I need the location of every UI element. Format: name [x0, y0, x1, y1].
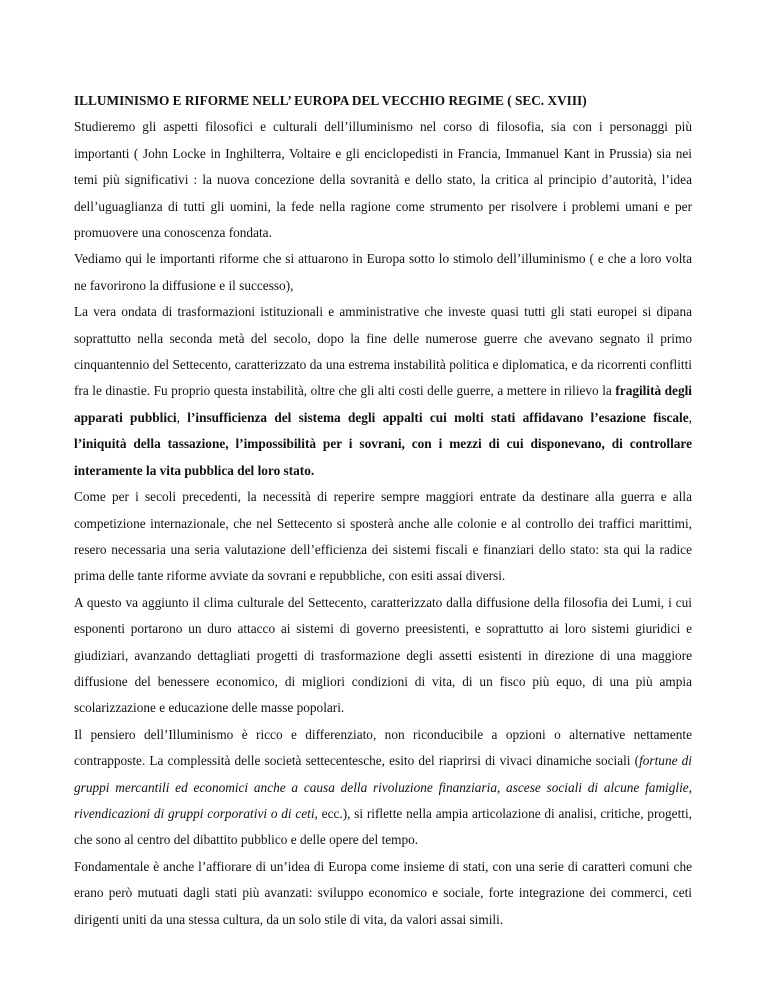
document-page [74, 88, 692, 933]
paragraph-6 [74, 722, 692, 854]
paragraph-2: Vediamo qui le importanti riforme che si attuarono in Europa sotto lo stimolo dell’illuminismo ( e che a loro volta ne favorirono la diffusione e il successo), [74, 251, 692, 293]
paragraph-7: Fondamentale è anche l’affiorare di un’idea di Europa come insieme di stati, con una serie di caratteri comuni che erano però mutuati dagli stati più avanzati: sviluppo economico e sociale, forte integrazione dei commerci, ceti dirigenti uniti da una stessa cultura, da un solo stile di vita, da valori assai simili. [74, 858, 692, 927]
paragraph-4: Come per i secoli precedenti, la necessità di reperire sempre maggiori entrate da destinare alla guerra e alla competizione internazionale, che nel Settecento si sposterà anche alle colonie e al controllo dei traffici marittimi, resero necessaria una seria valutazione dell’efficienza dei sistemi fiscali e finanziari dello stato: sta qui la radice prima delle tante riforme avviate da sovrani e repubbliche, con esiti assai diversi. [74, 489, 692, 584]
paragraph-3-bold-3: l’iniquità della tassazione, l’impossibilità per i sovrani, con i mezzi di cui disponevano, di controllare interamente la vita pubblica del loro stato. [74, 436, 692, 478]
paragraph-6-italic: fortune di gruppi mercantili ed economici anche a causa della rivoluzione finanziaria, ascese sociali di alcune famiglie, rivendicazioni di gruppi corporativi o di ceti, [74, 753, 692, 821]
paragraph-3 [74, 299, 692, 484]
document-title: ILLUMINISMO E RIFORME NELL’ EUROPA DEL VECCHIO REGIME ( SEC. XVIII) [74, 93, 587, 108]
paragraph-3-intro: La vera ondata di trasformazioni istituzionali e amministrative che investe quasi tutti gli stati europei si dipana soprattutto nella seconda metà del secolo, dopo la fine delle numerose guerre che avevano segnato il primo cinquantennio del Settecento, caratterizzato da una estrema instabilità politica e diplomatica, e da ricorrenti conflitti fra le dinastie. Fu proprio questa instabilità, oltre che gli alti costi delle guerre, a mettere in rilievo la [74, 304, 692, 399]
paragraph-3-sep-1: , [176, 409, 188, 425]
paragraph-3-bold-2: l’insufficienza del sistema degli appalti cui molti stati affidavano l’esazione fiscale [187, 409, 689, 425]
paragraph-6-outro: ecc.), si riflette nella ampia articolazione di analisi, critiche, progetti, che sono al centro del dibattito pubblico e delle opere del tempo. [74, 805, 692, 848]
paragraph-1: Studieremo gli aspetti filosofici e culturali dell’illuminismo nel corso di filosofia, sia con i personaggi più importanti ( John Locke in Inghilterra, Voltaire e gli enciclopedisti in Francia, Immanuel Kant in Prussia) sia nei temi più significativi : la nuova concezione della sovranità e dello stato, la critica al principio d’autorità, l’idea dell’uguaglianza di tutti gli uomini, la fede nella ragione come strumento per risolvere i problemi umani e per promuovere una conoscenza fondata. [74, 119, 692, 241]
paragraph-3-bold-1: fragilità degli apparati pubblici [74, 383, 693, 425]
paragraph-5: A questo va aggiunto il clima culturale del Settecento, caratterizzato dalla diffusione della filosofia dei Lumi, i cui esponenti portarono un duro attacco ai sistemi di governo preesistenti, e soprattutto ai loro sistemi giuridici e giudiziari, avanzando dettagliati progetti di trasformazione degli assetti esistenti in direzione di una maggiore diffusione del benessere economico, di migliori condizioni di vita, di un fisco più equo, di una più ampia scolarizzazione e educazione delle masse popolari. [74, 594, 692, 716]
paragraph-6-intro: Il pensiero dell’Illuminismo è ricco e differenziato, non riconducibile a opzioni o alternative nettamente contrapposte. La complessità delle società settecentesche, esito del riaprirsi di vivaci dinamiche sociali ( [74, 726, 692, 769]
paragraph-3-sep-2: , [688, 409, 692, 425]
